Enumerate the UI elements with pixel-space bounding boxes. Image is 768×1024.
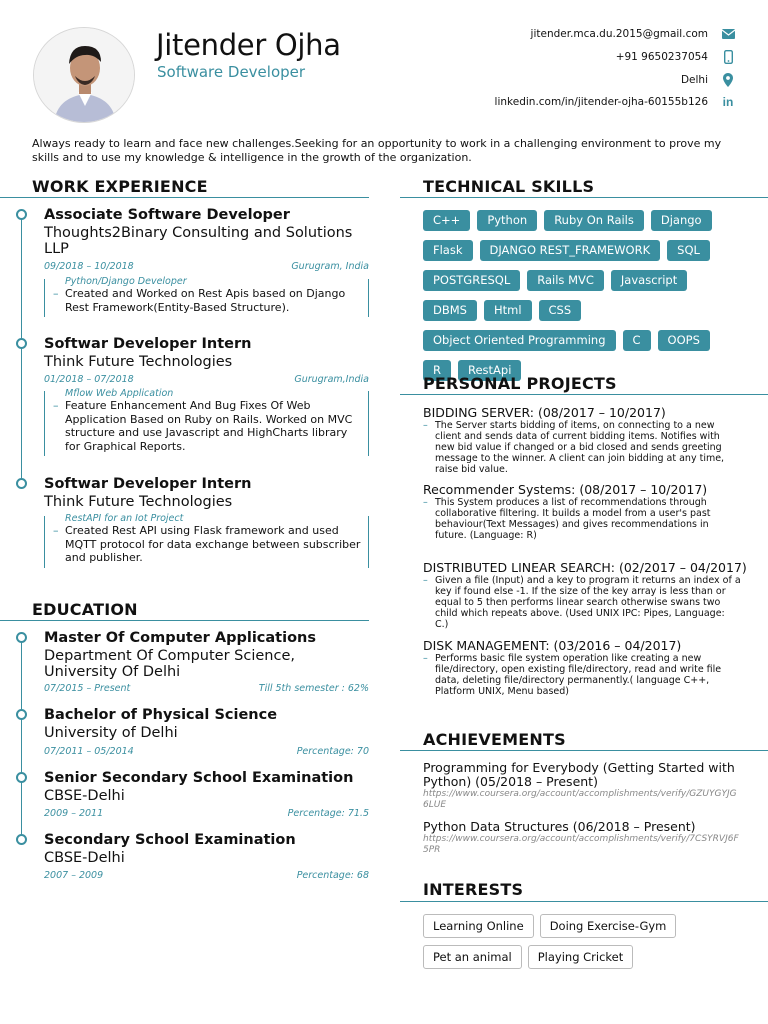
education-divider [0, 620, 369, 621]
skill-tag: Django [651, 210, 712, 231]
interests-heading: INTERESTS [423, 880, 524, 899]
education-date: 2007 – 2009 [44, 870, 104, 881]
job-meta [44, 374, 369, 385]
skill-tag: DBMS [423, 300, 477, 321]
skill-tag: RestApi [458, 360, 521, 381]
job-title: Softwar Developer Intern [44, 476, 252, 492]
achievement-url[interactable]: https://www.coursera.org/account/accomplishments/verify/GZUYGYJG6LUE [423, 789, 737, 810]
timeline-dot [16, 772, 27, 783]
projects-divider [400, 394, 768, 395]
job-project: Mflow Web Application [65, 388, 174, 399]
project-item [423, 405, 741, 475]
job-bullet: – Created Rest API using Flask framework and used MQTT protocol for data exchange between subscriber and publisher. [45, 524, 368, 565]
skills-divider [400, 197, 768, 198]
mobile-phone-icon [720, 49, 736, 65]
job-title: Softwar Developer Intern [44, 336, 252, 352]
technical-skills-heading: TECHNICAL SKILLS [423, 177, 595, 196]
job-bullet: – Feature Enhancement And Bug Fixes Of Web Application Based on Ruby on Rails. Worked on MVC structure and use Javascript and HighCharts library for Graphical Reports. [45, 399, 368, 453]
achievement-title: Programming for Everybody (Getting Started with Python) (05/2018 – Present) [423, 760, 735, 789]
skill-tag: Rails MVC [527, 270, 604, 291]
job-project: Python/Django Developer [65, 276, 187, 287]
timeline-dot [16, 709, 27, 720]
degree-title: Secondary School Examination [44, 832, 296, 848]
project-desc: – The Server starts bidding of items, on connecting to a new client and sends data of current bidding items. Notifies with new bid value if changed or a bid closed and sends greeting message to the winner. A client can join bidding at any time, raise bid value. [423, 420, 741, 475]
email-text: jitender.mca.du.2015@gmail.com [530, 28, 708, 40]
phone-text: +91 9650237054 [615, 51, 708, 63]
skill-tag: C [623, 330, 651, 351]
degree-title: Senior Secondary School Examination [44, 770, 354, 786]
institution: CBSE-Delhi [44, 788, 125, 804]
location-pin-icon [720, 72, 736, 88]
education-date: 2009 – 2011 [44, 808, 104, 819]
job-date: 09/2018 – 10/2018 [44, 261, 134, 272]
education-score: Percentage: 70 [296, 746, 369, 757]
job-org: Thoughts2Binary Consulting and Solutions LLP [44, 225, 353, 257]
degree-title: Master Of Computer Applications [44, 630, 316, 646]
skill-tag: Python [477, 210, 537, 231]
education-date: 07/2015 – Present [44, 683, 131, 694]
education-meta [44, 808, 369, 819]
timeline-dot [16, 209, 27, 220]
skill-tag: Flask [423, 240, 473, 261]
skills-tag-list [423, 209, 743, 389]
skill-tag: OOPS [658, 330, 710, 351]
skill-tag: Ruby On Rails [544, 210, 644, 231]
achievements-divider [400, 750, 768, 751]
institution: Department Of Computer Science, University Of Delhi [44, 648, 295, 680]
candidate-role: Software Developer [157, 63, 306, 81]
job-date: 01/2018 – 07/2018 [44, 374, 134, 385]
timeline-dot [16, 338, 27, 349]
skill-tag: CSS [539, 300, 582, 321]
education-heading: EDUCATION [32, 600, 138, 619]
degree-title: Bachelor of Physical Science [44, 707, 278, 723]
skill-tag: C++ [423, 210, 470, 231]
work-divider [0, 197, 369, 198]
work-experience-heading: WORK EXPERIENCE [32, 177, 208, 196]
personal-projects-heading: PERSONAL PROJECTS [423, 374, 617, 393]
job-org: Think Future Technologies [44, 354, 233, 370]
project-desc: – This System produces a list of recommendations through collaborative filtering. It builds a model from a user's past behaviour(Text Messages) and gives recommendations in future. (Language: R) [423, 497, 741, 541]
interests-tag-list [423, 914, 723, 976]
work-timeline [21, 216, 22, 486]
timeline-dot [16, 478, 27, 489]
education-date: 07/2011 – 05/2014 [44, 746, 134, 757]
skill-tag: R [423, 360, 451, 381]
skill-tag: SQL [667, 240, 710, 261]
skill-tag: Html [484, 300, 532, 321]
interest-tag: Playing Cricket [528, 945, 634, 969]
candidate-name: Jitender Ojha [156, 28, 341, 62]
interest-tag: Learning Online [423, 914, 534, 938]
timeline-dot [16, 632, 27, 643]
institution: University of Delhi [44, 725, 178, 741]
interest-tag: Doing Exercise-Gym [540, 914, 677, 938]
skill-tag: DJANGO REST_FRAMEWORK [480, 240, 661, 261]
education-score: Percentage: 68 [296, 870, 369, 881]
skill-tag: POSTGRESQL [423, 270, 520, 291]
skill-tag: Javascript [611, 270, 687, 291]
project-item [423, 560, 747, 630]
location-text: Delhi [680, 74, 708, 86]
education-meta [44, 683, 369, 694]
job-details [44, 276, 369, 317]
linkedin-icon: in [722, 95, 734, 109]
job-place: Gurugram,India [294, 374, 369, 385]
job-place: Gurugram, India [291, 261, 369, 272]
job-org: Think Future Technologies [44, 494, 233, 510]
project-title: BIDDING SERVER: (08/2017 – 10/2017) [423, 405, 666, 420]
interests-divider [400, 901, 768, 902]
education-timeline [21, 638, 22, 843]
project-title: DISK MANAGEMENT: (03/2016 – 04/2017) [423, 638, 682, 653]
project-item [423, 482, 741, 541]
project-desc: – Performs basic file system operation like creating a new file/directory, open existing file/directory, read and write file data, deleting file/directory permanently.( language C++, Platform UNIX, Menu based) [423, 653, 741, 697]
education-meta [44, 746, 369, 757]
education-meta [44, 870, 369, 881]
project-title: Recommender Systems: (08/2017 – 10/2017) [423, 482, 708, 497]
profile-photo [33, 27, 135, 123]
job-bullet: – Created and Worked on Rest Apis based on Django Rest Framework(Entity-Based Structure). [45, 287, 368, 314]
education-score: Till 5th semester : 62% [258, 683, 369, 694]
education-score: Percentage: 71.5 [287, 808, 369, 819]
job-details [44, 388, 369, 456]
institution: CBSE-Delhi [44, 850, 125, 866]
project-item [423, 638, 741, 697]
achievement-item [423, 761, 741, 810]
achievement-url[interactable]: https://www.coursera.org/account/accomplishments/verify/7CSYRVJ6F5PR [423, 834, 739, 855]
summary-text: Always ready to learn and face new challenges.Seeking for an opportunity to work in a challenging environment to prove my skills and to use my knowledge & intelligence in the growth of the organization. [32, 137, 722, 164]
project-desc: – Given a file (Input) and a key to program it returns an index of a key if found else -1. If the size of the key array is less than or equal to 5 then performs linear search otherwise swans two child which repeats above. (Used UNIX IPC: Pipes, Language: C.) [423, 575, 741, 630]
achievements-heading: ACHIEVEMENTS [423, 730, 566, 749]
skill-tag: Object Oriented Programming [423, 330, 616, 351]
project-title: DISTRIBUTED LINEAR SEARCH: (02/2017 – 04/2017) [423, 560, 747, 575]
job-project: RestAPI for an Iot Project [65, 513, 184, 524]
achievement-title: Python Data Structures (06/2018 – Present) [423, 819, 696, 834]
job-details [44, 513, 369, 568]
job-meta [44, 261, 369, 272]
timeline-dot [16, 834, 27, 845]
achievement-item [423, 820, 741, 855]
linkedin-text[interactable]: linkedin.com/in/jitender-ojha-60155b126 [494, 96, 708, 108]
job-title: Associate Software Developer [44, 207, 290, 223]
envelope-icon [720, 26, 736, 42]
interest-tag: Pet an animal [423, 945, 522, 969]
